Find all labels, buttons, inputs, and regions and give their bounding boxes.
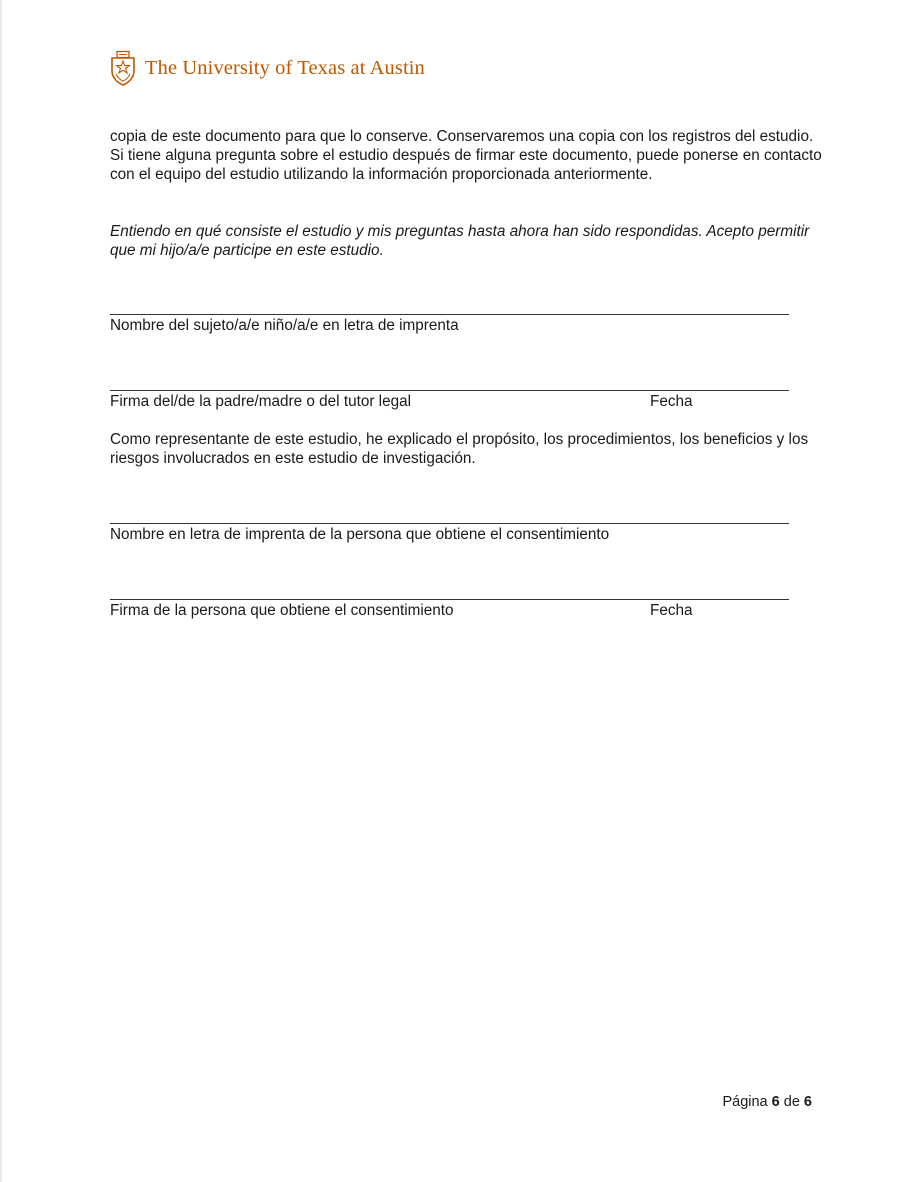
consenter-name-line[interactable] [110,523,789,524]
consenter-date-label: Fecha [650,602,693,619]
page-word: Página [722,1094,768,1110]
child-name-label: Nombre del sujeto/a/e niño/a/e en letra de imprenta [110,317,459,334]
child-name-line[interactable] [110,314,789,315]
consenter-signature-line[interactable] [110,599,789,600]
consent-statement: Entiendo en qué consiste el estudio y mis preguntas hasta ahora han sido respondidas. Acepto permitir que mi hijo/a/e participe en este estudio. [110,223,810,259]
ut-seal-icon [109,50,137,86]
total-pages-number: 6 [803,1094,812,1110]
representative-statement: Como representante de este estudio, he explicado el propósito, los procedimientos, los beneficios y los riesgos involucrados en este estudio de investigación. [110,431,809,467]
parent-signature-line[interactable] [110,390,789,391]
document-header [109,50,425,86]
page-number [660,1093,812,1111]
of-word: de [783,1094,800,1110]
current-page-number: 6 [771,1094,780,1110]
university-name: The University of Texas at Austin [145,56,425,79]
consenter-name-label: Nombre en letra de imprenta de la persona que obtiene el consentimiento [110,526,610,543]
parent-signature-label: Firma del/de la padre/madre o del tutor legal [110,393,412,410]
parent-date-label: Fecha [650,393,693,410]
intro-paragraph: copia de este documento para que lo conserve. Conservaremos una copia con los registros del estudio. Si tiene alguna pregunta sobre el estudio después de firmar este documento, puede ponerse en contacto con el equipo del estudio utilizando la información proporcionada anteriormente. [110,128,822,183]
consenter-signature-label: Firma de la persona que obtiene el consentimiento [110,602,454,619]
page-edge [0,0,2,1182]
